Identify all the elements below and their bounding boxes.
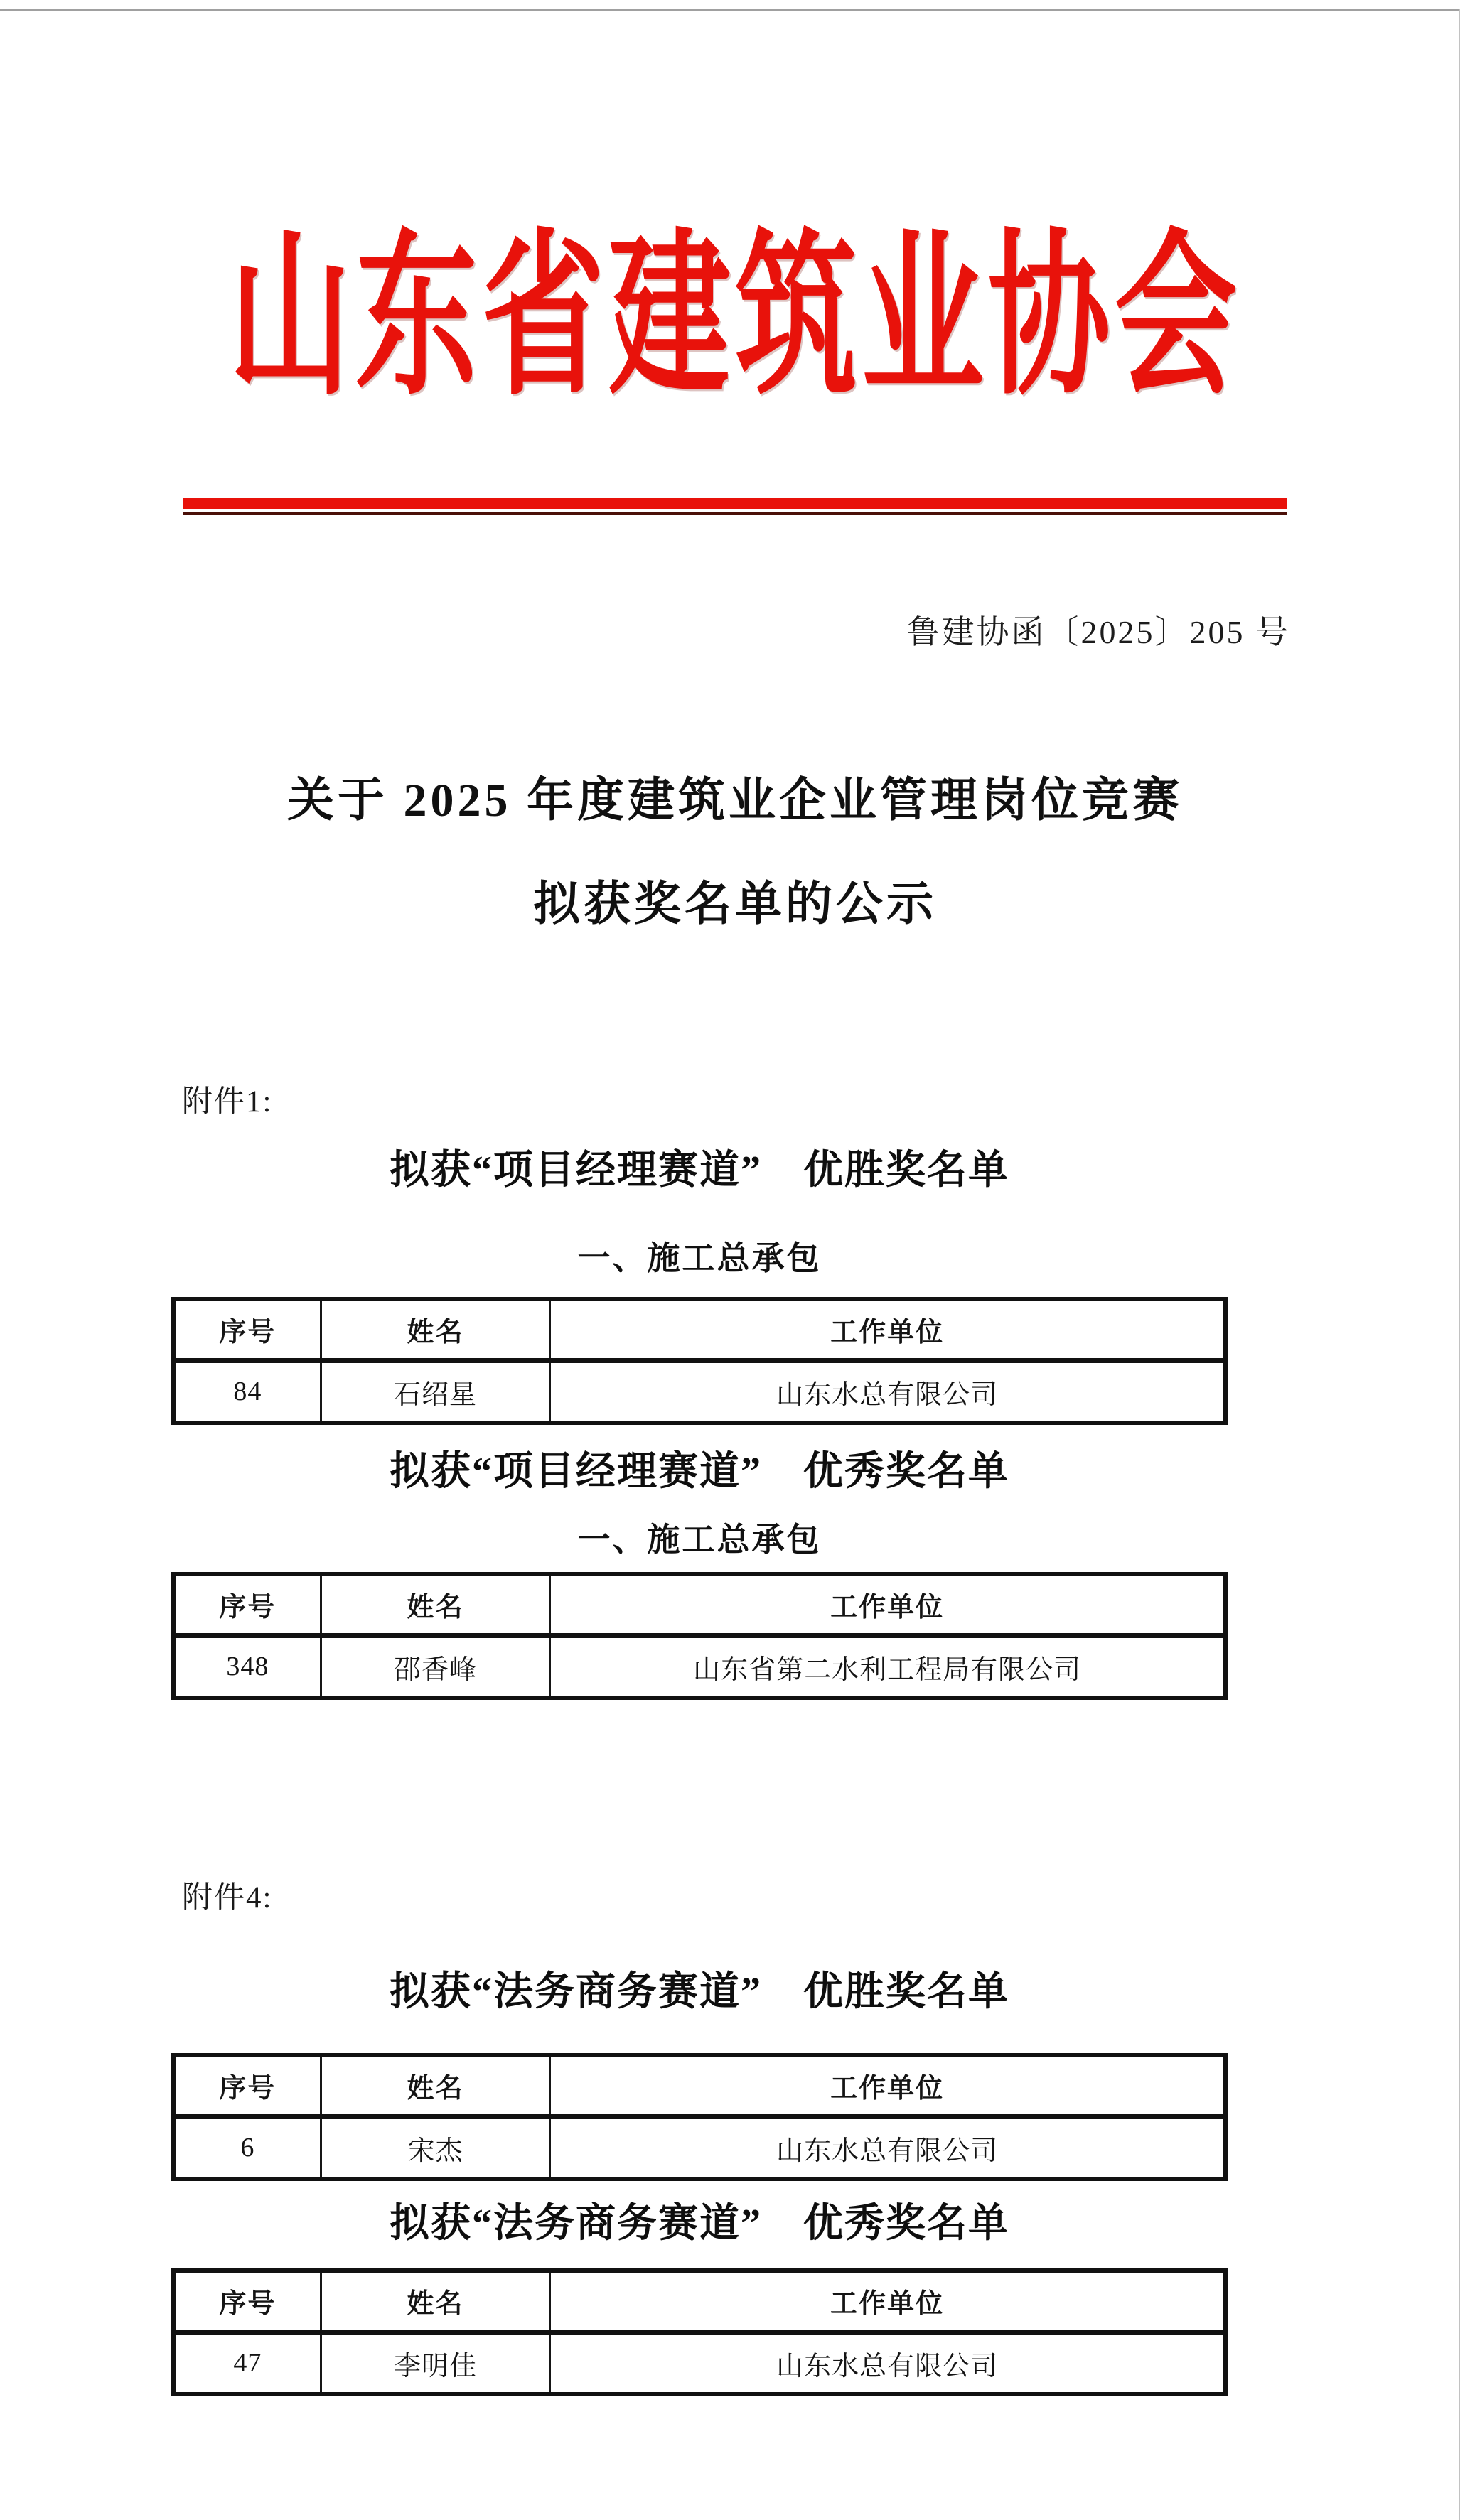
attachment4-label: 附件4:	[182, 1881, 273, 1915]
attachment1-winner-heading: 拟获“项目经理赛道” 优胜奖名单	[390, 1148, 1009, 1192]
attachment4-excellence-heading: 拟获“法务商务赛道” 优秀奖名单	[390, 2202, 1009, 2246]
attachment1-excellence-table	[171, 1572, 1228, 1700]
header-cell-unit: 工作单位	[550, 1299, 1225, 1360]
attachment4-winner-table-wrap	[171, 2053, 1228, 2181]
cell-name: 石绍星	[321, 1360, 550, 1423]
header-cell-index: 序号	[173, 1574, 321, 1635]
header-cell-unit: 工作单位	[550, 2271, 1225, 2332]
letterhead	[0, 220, 1470, 416]
table-row	[173, 2116, 1225, 2179]
table-row	[173, 2332, 1225, 2394]
attachment1-winner-subheading: 一、施工总承包	[577, 1240, 822, 1276]
attachment4-excellence-table-wrap	[171, 2268, 1228, 2396]
attachment1-excellence-subheading: 一、施工总承包	[577, 1522, 822, 1558]
notice-title-line2: 拟获奖名单的公示	[533, 878, 937, 930]
letterhead-red-rule-shadow	[183, 512, 1287, 515]
header-cell-name: 姓名	[321, 1299, 550, 1360]
table-row	[173, 1635, 1225, 1698]
table-row	[173, 1360, 1225, 1423]
cell-index: 348	[173, 1635, 321, 1698]
cell-unit: 山东水总有限公司	[550, 1360, 1225, 1423]
attachment1-excellence-heading: 拟获“项目经理赛道” 优秀奖名单	[390, 1450, 1009, 1494]
attachment4-winner-table	[171, 2053, 1228, 2181]
table-header-row	[173, 2271, 1225, 2332]
header-cell-unit: 工作单位	[550, 2055, 1225, 2116]
cell-name: 邵香峰	[321, 1635, 550, 1698]
header-cell-name: 姓名	[321, 2271, 550, 2332]
attachment1-label: 附件1:	[182, 1085, 273, 1119]
notice-title-line1: 关于 2025 年度建筑业企业管理岗位竞赛	[287, 775, 1183, 826]
header-cell-name: 姓名	[321, 1574, 550, 1635]
header-cell-name: 姓名	[321, 2055, 550, 2116]
attachment4-winner-heading: 拟获“法务商务赛道” 优胜奖名单	[390, 1970, 1009, 2014]
attachment1-winner-table	[171, 1297, 1228, 1425]
cell-index: 84	[173, 1360, 321, 1423]
attachment1-excellence-table-wrap	[171, 1572, 1228, 1700]
attachment1-winner-table-wrap	[171, 1297, 1228, 1425]
doc-number: 鲁建协函〔2025〕205 号	[906, 614, 1290, 650]
scan-edge-top-line	[0, 9, 1460, 11]
header-cell-index: 序号	[173, 2271, 321, 2332]
header-cell-unit: 工作单位	[550, 1574, 1225, 1635]
table-header-row	[173, 2055, 1225, 2116]
cell-name: 李明佳	[321, 2332, 550, 2394]
cell-index: 47	[173, 2332, 321, 2394]
table-header-row	[173, 1299, 1225, 1360]
cell-unit: 山东水总有限公司	[550, 2332, 1225, 2394]
header-cell-index: 序号	[173, 2055, 321, 2116]
attachment4-excellence-table	[171, 2268, 1228, 2396]
cell-unit: 山东省第二水利工程局有限公司	[550, 1635, 1225, 1698]
cell-unit: 山东水总有限公司	[550, 2116, 1225, 2179]
table-header-row	[173, 1574, 1225, 1635]
org-title: 山东省建筑业协会	[229, 220, 1241, 416]
cell-index: 6	[173, 2116, 321, 2179]
cell-name: 宋杰	[321, 2116, 550, 2179]
header-cell-index: 序号	[173, 1299, 321, 1360]
letterhead-red-rule	[183, 498, 1287, 509]
